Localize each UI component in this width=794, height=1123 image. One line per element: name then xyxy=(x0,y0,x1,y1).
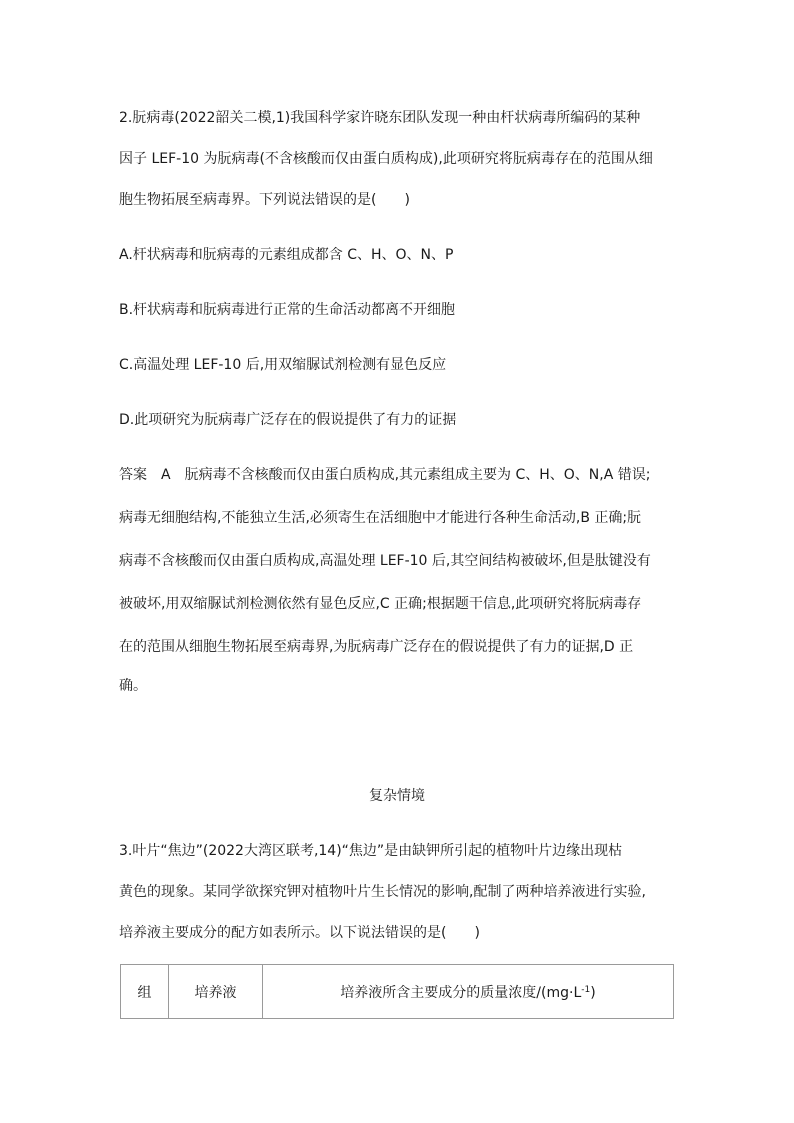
q3-line-3: 培养液主要成分的配方如表所示。以下说法错误的是( ) xyxy=(119,925,480,941)
q2-option-d: D.此项研究为朊病毒广泛存在的假说提供了有力的证据 xyxy=(119,412,457,428)
q2-option-c: C.高温处理 LEF-10 后,用双缩脲试剂检测有显色反应 xyxy=(119,357,447,373)
nutrient-table xyxy=(120,964,674,1019)
header-concentration-exponent: -1 xyxy=(581,984,591,995)
q2-option-b: B.杆状病毒和朊病毒进行正常的生命活动都离不开细胞 xyxy=(119,302,456,318)
q2-answer-line-1: 答案 A 朊病毒不含核酸而仅由蛋白质构成,其元素组成主要为 C、H、O、N,A 错误; xyxy=(119,467,651,483)
q2-answer-line-4: 被破坏,用双缩脲试剂检测依然有显色反应,C 正确;根据题干信息,此项研究将朊病毒存 xyxy=(119,596,642,612)
q2-answer-line-5: 在的范围从细胞生物拓展至病毒界,为朊病毒广泛存在的假说提供了有力的证据,D 正 xyxy=(119,639,634,655)
table-header-row xyxy=(121,965,674,1019)
q3-line-2: 黄色的现象。某同学欲探究钾对植物叶片生长情况的影响,配制了两种培养液进行实验, xyxy=(119,884,646,900)
header-solution: 培养液 xyxy=(169,965,263,1019)
q2-line-1: 2.朊病毒(2022韶关二模,1)我国科学家许晓东团队发现一种由杆状病毒所编码的某种 xyxy=(119,110,641,126)
q2-line-3: 胞生物拓展至病毒界。下列说法错误的是( ) xyxy=(119,192,410,208)
section-title: 复杂情境 xyxy=(369,788,425,804)
header-concentration-text: 培养液所含主要成分的质量浓度/(mg·L xyxy=(340,984,582,1001)
q3-line-1: 3.叶片“焦边”(2022大湾区联考,14)“焦边”是由缺钾所引起的植物叶片边缘出现枯 xyxy=(119,843,623,859)
q2-answer-line-2: 病毒无细胞结构,不能独立生活,必须寄生在活细胞中才能进行各种生命活动,B 正确;朊 xyxy=(119,510,642,526)
header-concentration xyxy=(263,965,674,1019)
q2-option-a: A.杆状病毒和朊病毒的元素组成都含 C、H、O、N、P xyxy=(119,247,454,263)
q2-line-2: 因子 LEF-10 为朊病毒(不含核酸而仅由蛋白质构成),此项研究将朊病毒存在的范围从细 xyxy=(119,151,653,167)
header-group: 组 xyxy=(121,965,169,1019)
header-concentration-close: ) xyxy=(590,984,596,1001)
q2-answer-line-6: 确。 xyxy=(119,678,147,694)
q2-answer-line-3: 病毒不含核酸而仅由蛋白质构成,高温处理 LEF-10 后,其空间结构被破坏,但是肽键没有 xyxy=(119,553,651,569)
